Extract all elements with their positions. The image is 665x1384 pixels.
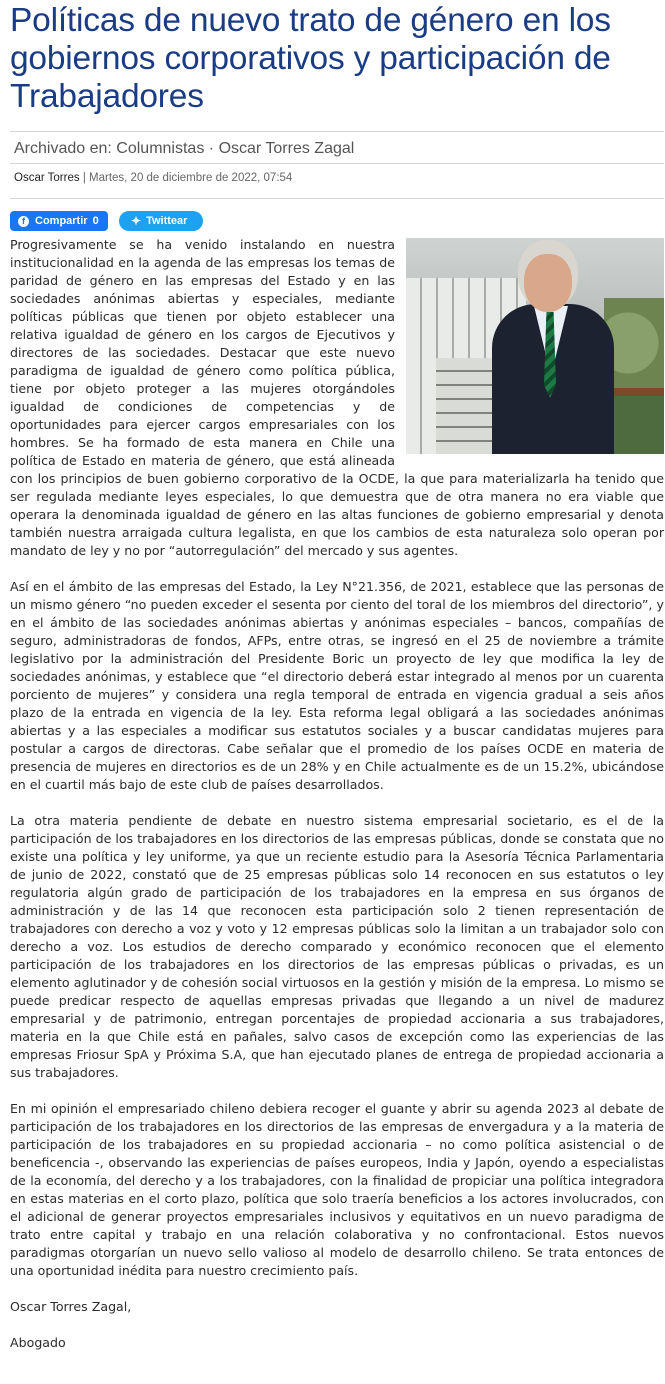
archived-author-link[interactable]: Oscar Torres Zagal bbox=[218, 140, 355, 157]
article-body bbox=[10, 236, 664, 1370]
twitter-bird-icon: ✦ bbox=[131, 214, 142, 228]
archived-prefix: Archivado en: bbox=[14, 140, 112, 157]
twitter-share-button[interactable] bbox=[119, 211, 203, 231]
facebook-share-label: Compartir bbox=[35, 215, 88, 227]
byline-author[interactable]: Oscar Torres bbox=[14, 172, 80, 184]
facebook-icon: f bbox=[18, 216, 29, 227]
paragraph-3: La otra materia pendiente de debate en nuestro sistema empresarial societario, es el de la participación de los trabajadores en los directorios de las empresas públicas, donde se constata que no existe una política y ley uniforme, ya que un reciente estudio para la Asesoría Técnica Parlamentaria de junio de 2022, constató que de 25 empresas públicas solo 14 reconocen en sus estatutos o ley regulatoria algún grado de participación de los trabajadores en la empresa en sus órganos de administración y de las 14 que reconocen esta participación solo 2 tienen representación de trabajadores con derecho a voz y voto y 12 empresas públicas solo la limitan a un trabajador solo con derecho a voz. Los estudios de derecho comparado y económico reconocen que el elemento participación de los trabajadores en los directorios de las empresas públicas o privadas, es un elemento aglutinador y de cohesión social virtuosos en la gestión y misión de la empresa. Lo mismo se puede predicar respecto de aquellas empresas privadas que llegando a un nivel de madurez empresarial y de patrimonio, entregan porcentajes de propiedad accionaria a sus trabajadores, materia en la que Chile está en pañales, salvo casos de excepción como las experiencias de las empresas Friosur SpA y Próxima S.A, que han ejecutado planes de entrega de propiedad accionaria a sus trabajadores. bbox=[10, 813, 664, 1080]
byline-date: Martes, 20 de diciembre de 2022, 07:54 bbox=[89, 172, 293, 184]
facebook-share-count: 0 bbox=[92, 215, 99, 227]
paragraph-2: Así en el ámbito de las empresas del Estado, la Ley N°21.356, de 2021, establece que las personas de un mismo género “no pueden exceder el sesenta por ciento del toral de los miembros del directorio”, y en el ámbito de las sociedades anónimas abiertas y anónimas especiales – bancos, compañías de seguro, administradoras de fondos, AFPs, entre otras, se ingresó en el 25 de noviembre a trámite legislativo por la administración del Presidente Boric un proyecto de ley que modifica la ley de sociedades anónimas, y establece que “el directorio deberá estar integrado al menos por un cuarenta porciento de mujeres” y considera una regla temporal de entrada en vigencia gradual a seis años plazo de la entrada en vigencia de la ley. Esta reforma legal obligará a las sociedades anónimas abiertas y a las especiales a modificar sus estatutos sociales y a buscar candidatas mujeres para postular a cargos de directoras. Cabe señalar que el promedio de los países OCDE en materia de presencia de mujeres en directorios es de un 28% y en Chile actualmente es de un 15.2%, ubicándose en el cuartil más bajo de este club de países desarrollados. bbox=[10, 579, 664, 792]
byline-separator: | bbox=[82, 172, 86, 184]
paragraph-1: Progresivamente se ha venido instalando en nuestra institucionalidad en la agenda de las empresas los temas de paridad de género en las empresas del Estado y en las sociedades anónimas abiertas y especiales, mediante políticas públicas que tienen por objeto establecer una relativa igualdad de género en los cargos de Ejecutivos y directores de las sociedades. Destacar que este nuevo paradigma de igualdad de género como política pública, tiene por objeto proteger a las mujeres otorgándoles igualdad de condiciones de competencias y de oportunidades para ejercer cargos empresariales con los hombres. Se ha formado de esta manera en Chile una política de Estado en materia de género, que está alineada con los principios de buen gobierno corporativo de la OCDE, la que para materializarla ha tenido que ser regulada mediante leyes especiales, lo que demuestra que de otra manera no era viable que operara la denominada igualdad de género en las altas funciones de gobierno empresarial y denota también nuestra arraigada cultura legalista, en que los cambios de esta naturaleza solo operan por mandato de ley y no por “autorregulación” del mercado y sus agentes. bbox=[10, 237, 664, 558]
signature-role: Abogado bbox=[10, 1335, 66, 1350]
divider-bottom bbox=[10, 198, 664, 199]
author-photo bbox=[406, 238, 664, 454]
article-title: Políticas de nuevo trato de género en los gobiernos corporativos y participación de Trabajadores bbox=[10, 2, 611, 115]
archived-separator: · bbox=[208, 140, 215, 157]
paragraph-4: En mi opinión el empresariado chileno debiera recoger el guante y abrir su agenda 2023 al debate de participación de los trabajadores en los directorios de las empresas de envergadura y a la materia de participación de los trabajadores en su propiedad accionaria – no como política asistencial o de beneficencia -, observando las experiencias de países europeos, India y Japón, oyendo a especialistas de la economía, del derecho y a los trabajadores, con la finalidad de propiciar una política integradora en estas materias en el corto plazo, política que solo traería beneficios a los actores involucrados, con el adicional de generar proyectos empresariales inclusivos y equitativos en un nuevo paradigma de trato entre capital y trabajo en una relación colaborativa y no confrontacional. Estos nuevos paradigmas otorgarían un nuevo sello valioso al modelo de desarrollo chileno. Se trata entonces de una oportunidad inédita para nuestro crecimiento país. bbox=[10, 1101, 664, 1278]
facebook-share-button[interactable] bbox=[10, 211, 108, 231]
signature-name: Oscar Torres Zagal, bbox=[10, 1299, 132, 1314]
archived-in bbox=[14, 140, 354, 158]
divider-middle bbox=[10, 163, 664, 164]
twitter-share-label: Twittear bbox=[146, 215, 188, 227]
archived-category-link[interactable]: Columnistas bbox=[116, 140, 205, 157]
byline bbox=[14, 172, 292, 184]
divider-top bbox=[10, 131, 664, 132]
